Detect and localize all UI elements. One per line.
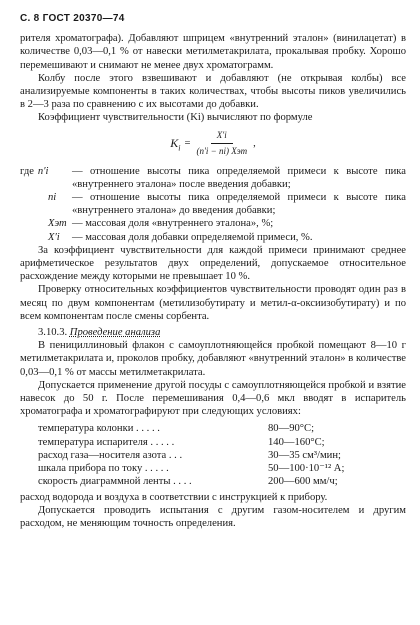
condition-value: 50—100·10⁻¹² А; — [268, 463, 345, 475]
formula-lhs: $K_i$ — [170, 135, 181, 153]
definition-item — [20, 217, 406, 230]
condition-value: 200—600 мм/ч; — [268, 476, 338, 488]
definition-desc: — массовая доля добавки определяемой примеси, %. — [72, 231, 313, 243]
paragraph-9: Допускается проводить испытания с другим газом-носителем и другим расходом, не меняющим точность определения. — [20, 504, 406, 529]
definition-term: X′i — [48, 231, 60, 243]
condition-name: температура колонки . . . . . — [38, 423, 160, 435]
condition-row — [38, 475, 406, 488]
paragraph-7: Допускается применение другой посуды с самоуплотняющейся пробкой и взятие навесок до 50 г. После перемешивания 0,4—0,6 мкл вводят в испаритель хроматографа и хроматографируют при следующих условиях: — [20, 379, 406, 418]
condition-name: скорость диаграммной ленты . . . . — [38, 476, 192, 488]
page-header: С. 8 ГОСТ 20370—74 — [20, 13, 125, 24]
paragraph-4: За коэффициент чувствительности для каждой примеси принимают среднее арифметическое результатов двух определений, допускаемое относительное расхождение между которыми не превышает 10 %. — [20, 244, 406, 283]
condition-row — [38, 462, 406, 475]
formula-denominator: (n′i − ni) Xэт — [196, 145, 248, 156]
paragraph-1: рителя хроматографа). Добавляют шприцем «внутренний эталон» (винилацетат) в количестве 0,03—0,1 % от навески метилметакрилата, прокалывая пробку. Хорошо перемешивают и снимают не менее двух хроматограмм. — [20, 33, 406, 71]
formula-fraction — [196, 129, 247, 158]
condition-value: 30—35 см³/мин; — [268, 449, 341, 461]
condition-name: расход газа—носителя азота . . . — [38, 449, 183, 461]
condition-value: 80—90°С; — [268, 423, 315, 435]
formula-comma: , — [253, 137, 256, 149]
formula-equals: = — [184, 137, 191, 149]
section-number: 3.10.3. — [38, 327, 68, 339]
condition-row — [38, 422, 406, 435]
section-heading — [20, 326, 406, 339]
definition-term: Xэт — [48, 218, 67, 230]
definition-item — [20, 191, 406, 217]
definition-desc: — отношение высоты пика определяемой примеси к высоте пика «внутреннего эталона» до введения добавки; — [72, 192, 406, 217]
definition-desc: — отношение высоты пика определяемой примеси к высоте пика «внутреннего эталона» после введения добавки; — [72, 165, 406, 190]
paragraph-2: Колбу после этого взвешивают и добавляют (не открывая колбы) все анализируемые компоненты в таких количествах, чтобы высоты пиков увеличились в 2—3 раза по сравнению с их высотами до добавки. — [20, 72, 406, 111]
where-label: где — [20, 165, 34, 177]
condition-row — [38, 436, 406, 449]
definitions-list — [20, 165, 406, 244]
definition-item — [20, 231, 406, 244]
section-title: Проведение анализа — [69, 327, 161, 339]
condition-row — [38, 449, 406, 462]
condition-name: шкала прибора по току . . . . . — [38, 463, 169, 475]
definition-item — [20, 165, 406, 191]
definition-desc: — массовая доля «внутреннего эталона», %; — [72, 218, 274, 230]
paragraph-5: Проверку относительных коэффициентов чувствительности проводят один раз в месяц по двум компонентам (метилизобутирату и метил-α-оксиизобутирату) и по всем компонентам после смены сорбента. — [20, 284, 406, 322]
paragraph-3: Коэффициент чувствительности (Ki) вычисляют по формуле — [38, 112, 313, 124]
condition-name: температура испарителя . . . . . — [38, 436, 175, 448]
paragraph-8: расход водорода и воздуха в соответствии с инструкцией к прибору. — [20, 491, 328, 503]
sensitivity-formula — [20, 129, 406, 159]
definition-term: n′i — [37, 165, 49, 177]
paragraph-6: В пенициллиновый флакон с самоуплотняющейся пробкой помещают 8—10 г метилметакрилата и, проколов пробку, добавляют «внутренний эталон» в количестве 0,03—0,1 % от массы метилметакрилата. — [20, 340, 406, 378]
condition-value: 140—160°С; — [268, 436, 325, 448]
formula-numerator: X′i — [211, 129, 233, 144]
definition-term: ni — [48, 192, 57, 204]
conditions-list — [38, 422, 406, 488]
